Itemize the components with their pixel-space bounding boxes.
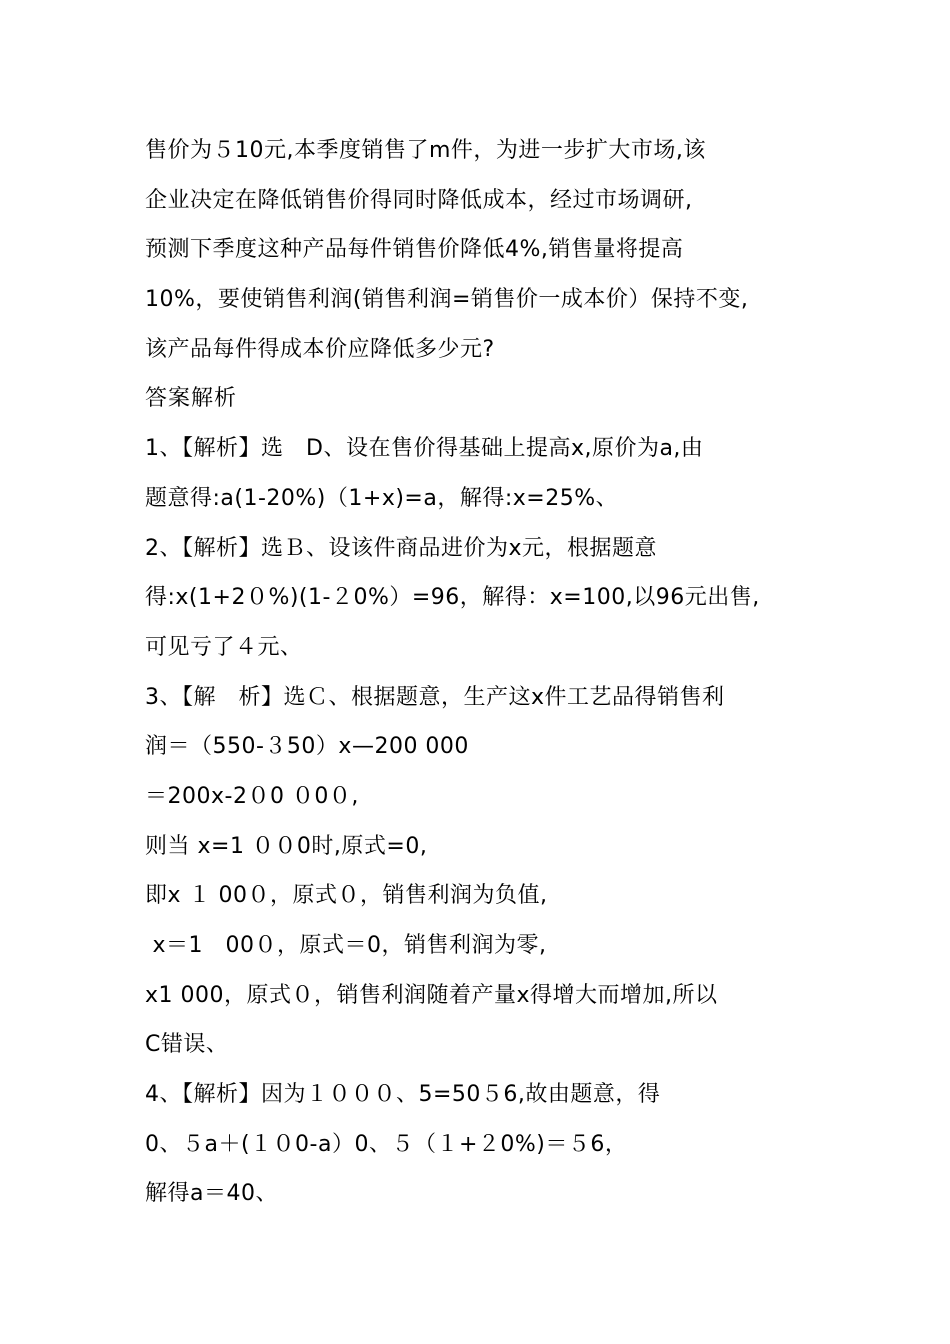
text-line: 该产品每件得成本价应降低多少元? [145, 336, 495, 362]
text-line: 即x １ 00０，原式０，销售利润为负值, [145, 883, 548, 909]
text-line: 题意得:a(1-20%)（1+x)=a，解得:x=25%、 [145, 485, 619, 511]
answer-heading: 答案解析 [145, 386, 238, 412]
text-line: C错误、 [145, 1032, 229, 1058]
text-line: 预测下季度这种产品每件销售价降低4%,销售量将提高 [145, 237, 684, 263]
text-line: 润＝（550-３50）x—200 000 [145, 734, 469, 760]
text-line: 1、【解析】选 D、设在售价得基础上提高x,原价为a,由 [145, 436, 704, 462]
text-line: 得:x(1+2０%)(1-２0%）=96，解得：x=100,以96元出售, [145, 585, 760, 611]
text-line: 企业决定在降低销售价得同时降低成本，经过市场调研, [145, 187, 693, 213]
document-text-body [145, 126, 825, 1219]
text-line: 可见亏了４元、 [145, 634, 303, 660]
text-line: x1 000，原式０，销售利润随着产量x得增大而增加,所以 [145, 982, 718, 1008]
text-line: 则当 x=1 ００0时,原式=0, [145, 833, 428, 859]
text-line: 3、【解 析】选Ｃ、根据题意，生产这x件工艺品得销售利 [145, 684, 725, 710]
text-line: 0、５a＋(１０0-a）0、５（１+２0%)＝５6， [145, 1131, 628, 1157]
text-line: 2、【解析】选Ｂ、设该件商品进价为x元，根据题意 [145, 535, 658, 561]
text-line: 解得a＝40、 [145, 1181, 278, 1207]
text-line: ＝200x-2０0 ０0０, [145, 783, 359, 809]
text-line: 4、【解析】因为１０００、5=50５6,故由题意，得 [145, 1082, 661, 1108]
text-line: x＝1 00０，原式＝0，销售利润为零, [145, 933, 547, 958]
text-line: 售价为５10元,本季度销售了m件，为进一步扩大市场,该 [145, 138, 706, 163]
text-line: 10%，要使销售利润(销售利润=销售价一成本价）保持不变, [145, 287, 749, 313]
